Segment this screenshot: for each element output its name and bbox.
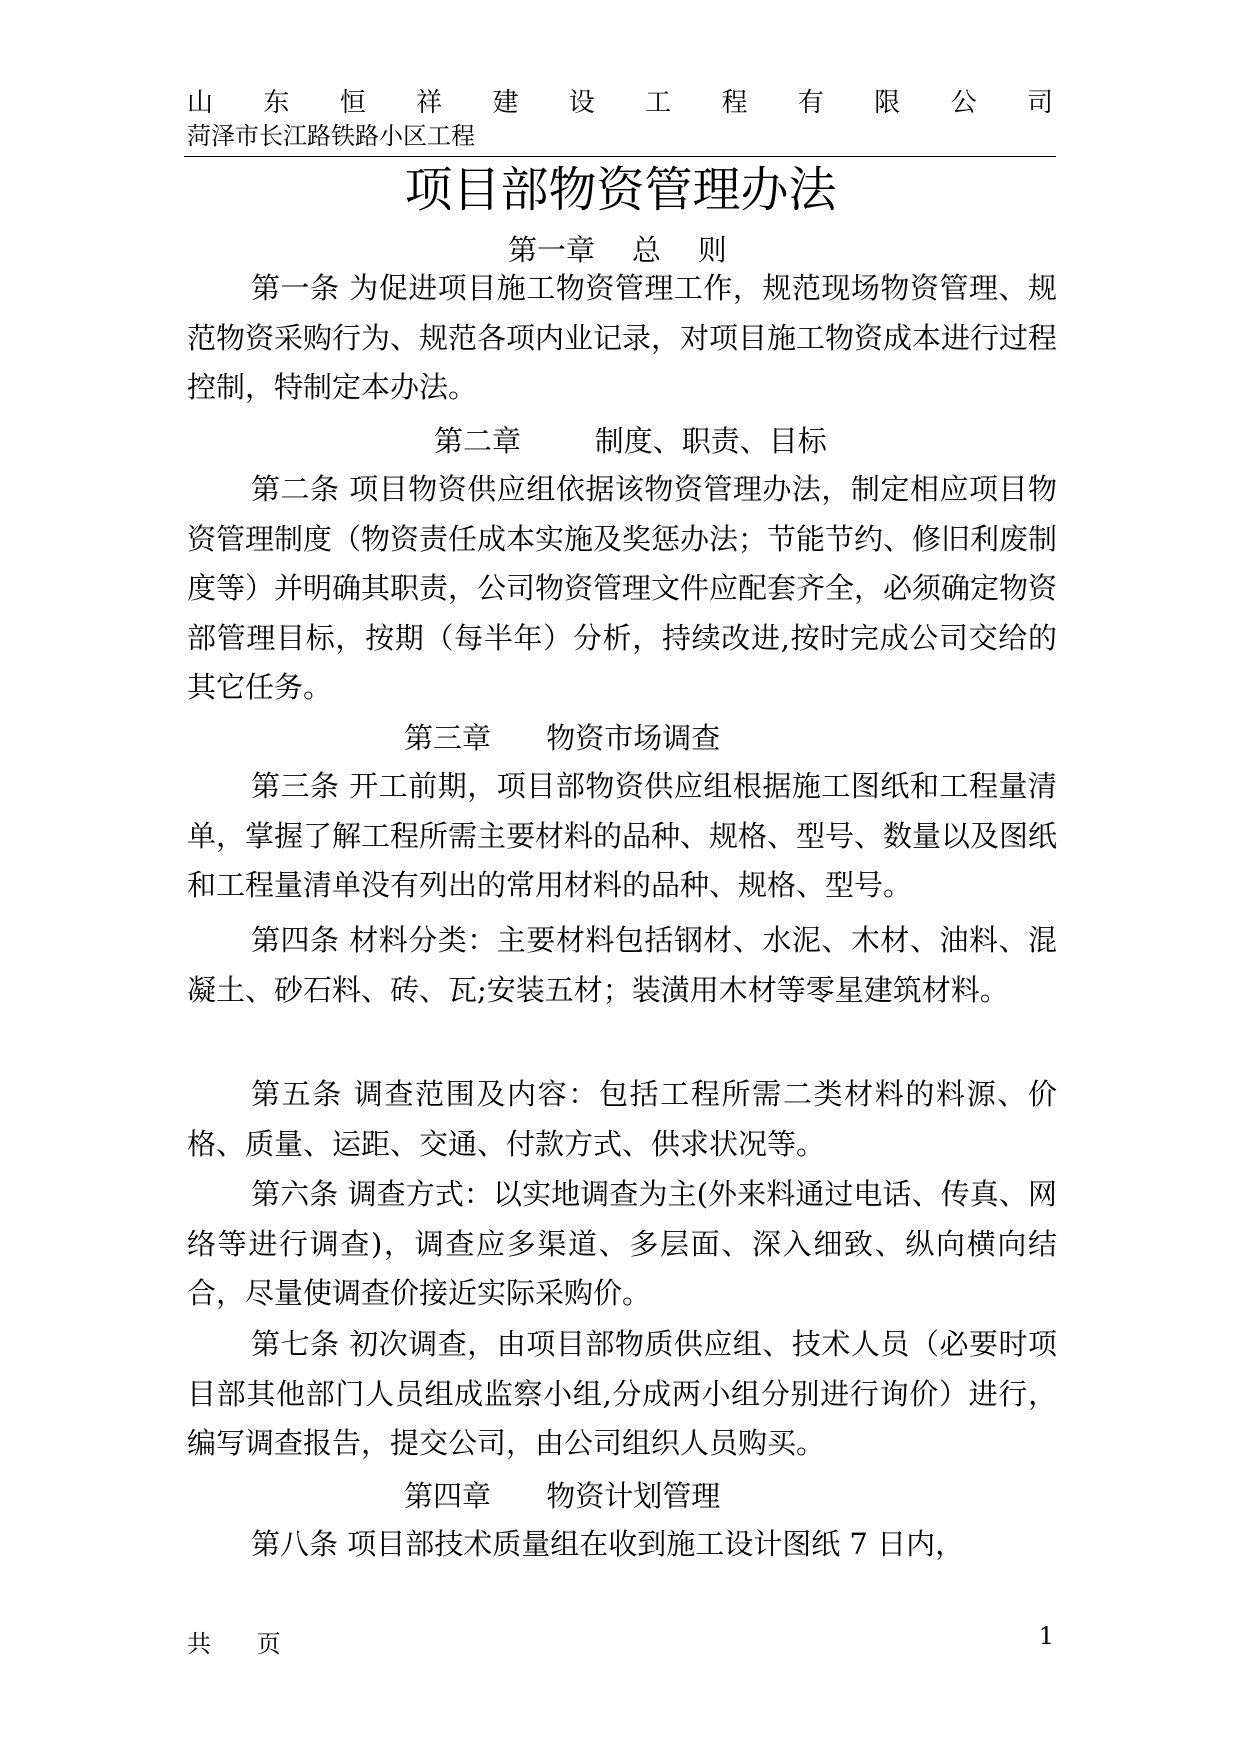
article-7 [187,1320,1057,1469]
header-company-name: 山东恒祥建设工程有限公司 [187,88,1053,118]
article-2 [187,465,1057,713]
chapter-1-heading: 第一章 总 则 [508,233,727,267]
article-1 [187,264,1057,413]
article-4 [187,916,1057,1015]
article-2-text: 第二条 项目物资供应组依据该物资管理办法，制定相应项目物资管理制度（物资责任成本实施及奖惩办法；节能节约、修旧利废制度等）并明确其职责，公司物资管理文件应配套齐全，必须确定物资部管理目标，按期（每半年）分析，持续改进,按时完成公司交给的其它任务。 [187,472,1058,704]
chapter-3-heading: 第三章 物资市场调查 [404,721,721,755]
article-1-text: 第一条 为促进项目施工物资管理工作，规范现场物资管理、规范物资采购行为、规范各项内业记录，对项目施工物资成本进行过程控制，特制定本办法。 [187,271,1058,404]
header-project-name: 菏泽市长江路铁路小区工程 [187,122,475,150]
chapter-4-heading: 第四章 物资计划管理 [404,1479,721,1513]
article-5-text: 第五条 调查范围及内容：包括工程所需二类材料的料源、价格、质量、运距、交通、付款方式、供求状况等。 [187,1077,1057,1161]
article-3-text: 第三条 开工前期，项目部物资供应组根据施工图纸和工程量清单，掌握了解工程所需主要材料的品种、规格、型号、数量以及图纸和工程量清单没有列出的常用材料的品种、规格、型号。 [187,769,1058,902]
article-6-text: 第六条 调查方式：以实地调查为主(外来料通过电话、传真、网络等进行调查)，调查应多渠道、多层面、深入细致、纵向横向结合，尽量使调查价接近实际采购价。 [187,1177,1057,1310]
article-3 [187,762,1057,911]
article-8 [187,1520,1057,1570]
article-4-text: 第四条 材料分类：主要材料包括钢材、水泥、木材、油料、混凝土、砂石料、砖、瓦;安装五材；装潢用木材等零星建筑材料。 [187,923,1057,1007]
chapter-2-heading: 第二章 制度、职责、目标 [434,424,827,458]
article-8-text: 第八条 项目部技术质量组在收到施工设计图纸 7 日内， [251,1527,965,1561]
article-6 [187,1170,1057,1319]
footer-total-pages: 共 页 [187,1630,281,1658]
header-rule [184,156,1056,157]
footer-page-number: 1 [1038,1622,1054,1650]
article-7-text: 第七条 初次调查，由项目部物质供应组、技术人员（必要时项目部其他部门人员组成监察小组,分成两小组分别进行询价）进行，编写调查报告，提交公司，由公司组织人员购买。 [187,1327,1057,1460]
document-title: 项目部物资管理办法 [404,162,837,218]
article-5 [187,1070,1057,1169]
